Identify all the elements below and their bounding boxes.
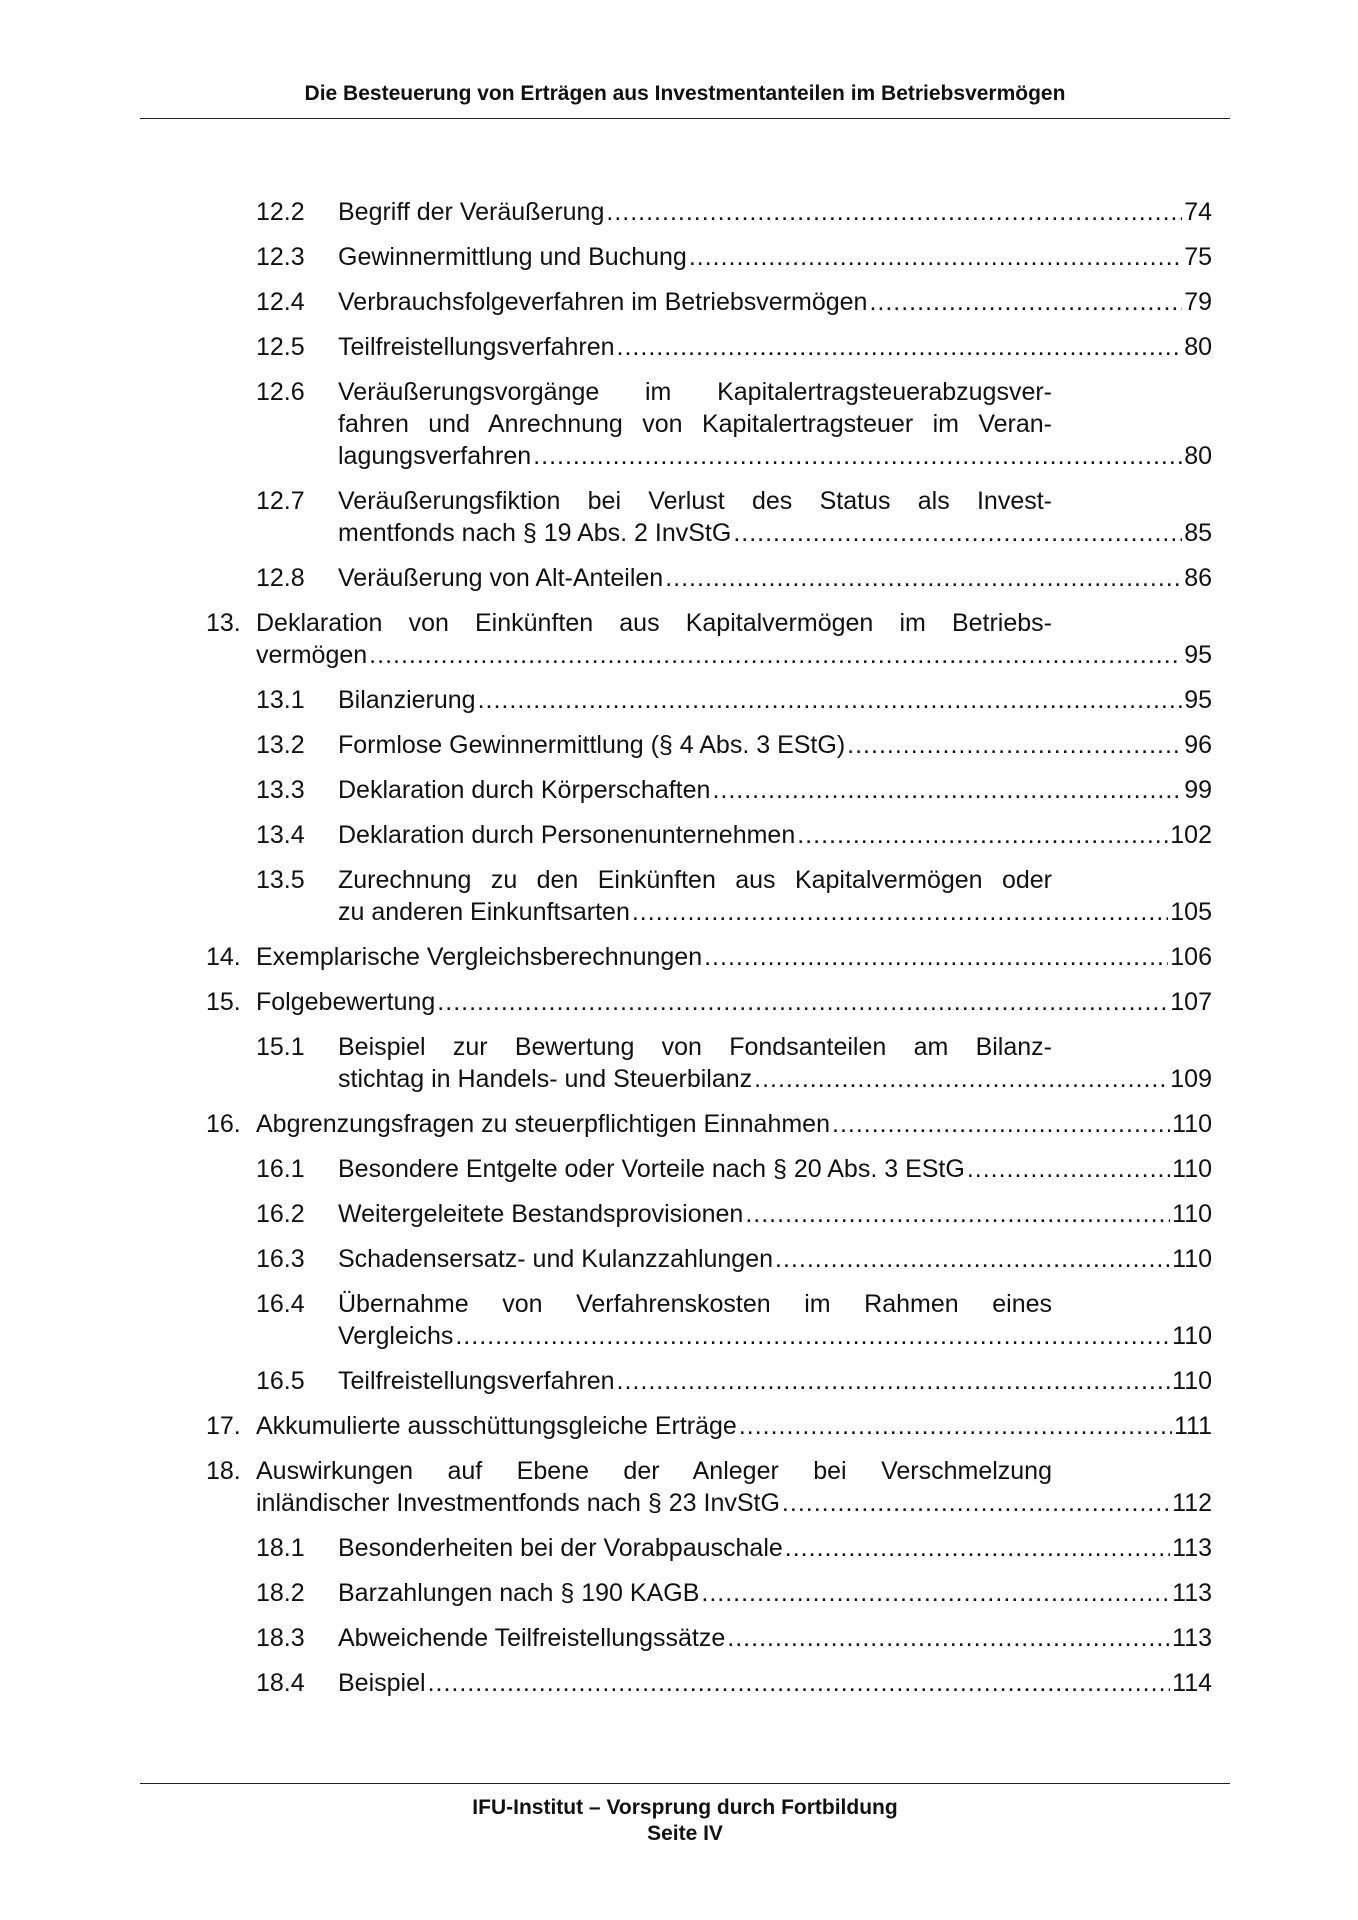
toc-entry-title: vermögen	[256, 641, 368, 669]
toc-entry-number: 15.	[206, 988, 241, 1016]
toc-entry-title: Weitergeleitete Bestandsprovisionen	[338, 1200, 744, 1228]
footer-institute: IFU-Institut – Vorsprung durch Fortbildung	[472, 1796, 898, 1819]
dot-leader	[533, 440, 1182, 472]
dot-leader	[455, 1320, 1170, 1352]
toc-entry-number: 13.2	[256, 731, 305, 759]
toc-entry-number: 16.1	[256, 1155, 305, 1183]
toc-entry-title-line: Zurechnung zu den Einkünften aus Kapitalvermögen oder	[338, 866, 1052, 894]
toc-entry-title: Beispiel	[338, 1669, 426, 1697]
toc-entry-page-number: 110	[1172, 1110, 1212, 1138]
toc-entry-title-line: fahren und Anrechnung von Kapitalertragsteuer im Veran-	[338, 410, 1052, 438]
dot-leader	[775, 1243, 1170, 1275]
toc-entry-number: 18.	[206, 1457, 241, 1485]
dot-leader	[739, 1410, 1172, 1442]
dot-leader	[712, 774, 1182, 806]
toc-entry-title-line: Übernahme von Verfahrenskosten im Rahmen eines	[338, 1290, 1052, 1318]
toc-entry-title: Barzahlungen nach § 190 KAGB	[338, 1579, 700, 1607]
toc-entry-page-number: 113	[1172, 1624, 1212, 1652]
toc-entry-title: Besondere Entgelte oder Vorteile nach § 20 Abs. 3 EStG	[338, 1155, 965, 1183]
toc-entry-page-number: 110	[1172, 1155, 1212, 1183]
toc-entry-title: Vergleichs	[338, 1322, 454, 1350]
toc-entry-number: 13.	[206, 609, 241, 637]
toc-entry-page-number: 110	[1172, 1245, 1212, 1273]
toc-entry-number: 16.4	[256, 1290, 305, 1318]
toc-entry-page-number: 113	[1172, 1534, 1212, 1562]
toc-entry-title: Formlose Gewinnermittlung (§ 4 Abs. 3 EStG)	[338, 731, 846, 759]
toc-entry-page-number: 86	[1184, 564, 1212, 592]
toc-entry-page-number: 79	[1184, 288, 1212, 316]
toc-entry-page-number: 106	[1170, 943, 1212, 971]
dot-leader	[847, 729, 1182, 761]
toc-entry-number: 18.4	[256, 1669, 305, 1697]
toc-entry-page-number: 95	[1184, 641, 1212, 669]
toc-entry-page-number: 105	[1170, 898, 1212, 926]
dot-leader	[832, 1108, 1170, 1140]
toc-entry-number: 18.2	[256, 1579, 305, 1607]
toc-entry-page-number: 74	[1184, 198, 1212, 226]
toc-entry-page-number: 111	[1173, 1412, 1212, 1440]
toc-entry-title-line: Veräußerungsvorgänge im Kapitalertragsteuerabzugsver-	[338, 378, 1052, 406]
toc-entry-page-number: 102	[1170, 821, 1212, 849]
toc-entry-title: mentfonds nach § 19 Abs. 2 InvStG	[338, 519, 732, 547]
toc-entry-page-number: 110	[1172, 1200, 1212, 1228]
dot-leader	[704, 941, 1168, 973]
dot-leader	[665, 562, 1182, 594]
toc-entry-title: Abgrenzungsfragen zu steuerpflichtigen Einnahmen	[256, 1110, 830, 1138]
toc-entry-page-number: 112	[1172, 1489, 1212, 1517]
dot-leader	[689, 241, 1182, 273]
dot-leader	[869, 286, 1182, 318]
dot-leader	[967, 1153, 1170, 1185]
toc-entry-title: Deklaration durch Personenunternehmen	[338, 821, 796, 849]
toc-entry-number: 13.3	[256, 776, 305, 804]
dot-leader	[606, 196, 1182, 228]
toc-entry-title-line: Auswirkungen auf Ebene der Anleger bei Verschmelzung	[256, 1457, 1052, 1485]
toc-entry-title: Verbrauchsfolgeverfahren im Betriebsvermögen	[338, 288, 868, 316]
footer-page-number: Seite IV	[647, 1822, 723, 1845]
toc-entry-number: 12.6	[256, 378, 305, 406]
toc-entry-title-line: Beispiel zur Bewertung von Fondsanteilen am Bilanz-	[338, 1033, 1052, 1061]
toc-entry-title: Teilfreistellungsverfahren	[338, 1367, 615, 1395]
dot-leader	[797, 819, 1168, 851]
toc-entry-number: 15.1	[256, 1033, 305, 1061]
toc-entry-number: 18.1	[256, 1534, 305, 1562]
toc-entry-page-number: 110	[1172, 1322, 1212, 1350]
dot-leader	[617, 1365, 1171, 1397]
toc-entry-number: 18.3	[256, 1624, 305, 1652]
footer-rule	[140, 1783, 1230, 1784]
toc-entry-number: 13.4	[256, 821, 305, 849]
dot-leader	[727, 1622, 1170, 1654]
toc-entry-title: lagungsverfahren	[338, 442, 532, 470]
toc-entry-title-line: Veräußerungsfiktion bei Verlust des Status als Invest-	[338, 487, 1052, 515]
toc-entry-page-number: 114	[1172, 1669, 1212, 1697]
toc-entry-title: Veräußerung von Alt-Anteilen	[338, 564, 664, 592]
dot-leader	[369, 639, 1182, 671]
dot-leader	[733, 517, 1182, 549]
dot-leader	[617, 331, 1183, 363]
toc-entry-number: 16.3	[256, 1245, 305, 1273]
toc-entry-page-number: 95	[1184, 686, 1212, 714]
toc-entry-page-number: 96	[1184, 731, 1212, 759]
toc-entry-number: 17.	[206, 1412, 241, 1440]
toc-entry-title: Akkumulierte ausschüttungsgleiche Erträge	[256, 1412, 737, 1440]
toc-entry-page-number: 110	[1172, 1367, 1212, 1395]
toc-entry-number: 16.5	[256, 1367, 305, 1395]
toc-entry-number: 12.8	[256, 564, 305, 592]
toc-entry-page-number: 113	[1172, 1579, 1212, 1607]
toc-entry-page-number: 99	[1184, 776, 1212, 804]
toc-entry-page-number: 109	[1170, 1065, 1212, 1093]
toc-entry-number: 12.4	[256, 288, 305, 316]
toc-entry-page-number: 75	[1184, 243, 1212, 271]
toc-entry-page-number: 85	[1184, 519, 1212, 547]
dot-leader	[701, 1577, 1170, 1609]
toc-entry-number: 16.	[206, 1110, 241, 1138]
dot-leader	[632, 896, 1168, 928]
toc-entry-title: Exemplarische Vergleichsberechnungen	[256, 943, 703, 971]
dot-leader	[782, 1487, 1170, 1519]
toc-entry-number: 12.3	[256, 243, 305, 271]
toc-entry-title-line: Deklaration von Einkünften aus Kapitalvermögen im Betriebs-	[256, 609, 1052, 637]
toc-entry-title: zu anderen Einkunftsarten	[338, 898, 630, 926]
toc-entry-number: 16.2	[256, 1200, 305, 1228]
dot-leader	[478, 684, 1183, 716]
toc-entry-title: Folgebewertung	[256, 988, 436, 1016]
toc-entry-number: 12.7	[256, 487, 305, 515]
toc-entry-title: Besonderheiten bei der Vorabpauschale	[338, 1534, 783, 1562]
toc-entry-number: 12.5	[256, 333, 305, 361]
toc-entry-title: Gewinnermittlung und Buchung	[338, 243, 687, 271]
toc-entry-title: Schadensersatz- und Kulanzzahlungen	[338, 1245, 774, 1273]
toc-entry-title: inländischer Investmentfonds nach § 23 InvStG	[256, 1489, 780, 1517]
toc-entry-title: Deklaration durch Körperschaften	[338, 776, 711, 804]
dot-leader	[754, 1063, 1168, 1095]
toc-entry-title: Teilfreistellungsverfahren	[338, 333, 615, 361]
toc-entry-page-number: 80	[1184, 442, 1212, 470]
toc-entry-page-number: 107	[1170, 988, 1212, 1016]
toc-entry-number: 13.1	[256, 686, 305, 714]
dot-leader	[437, 986, 1168, 1018]
toc-entry-title: Abweichende Teilfreistellungssätze	[338, 1624, 726, 1652]
toc-entry-title: stichtag in Handels- und Steuerbilanz	[338, 1065, 753, 1093]
dot-leader	[745, 1198, 1170, 1230]
running-header-title: Die Besteuerung von Erträgen aus Investmentanteilen im Betriebsvermögen	[304, 82, 1066, 105]
toc-entry-title: Begriff der Veräußerung	[338, 198, 605, 226]
toc-entry-page-number: 80	[1184, 333, 1212, 361]
toc-entry-number: 14.	[206, 943, 241, 971]
toc-entry-number: 12.2	[256, 198, 305, 226]
toc-entry-title: Bilanzierung	[338, 686, 476, 714]
dot-leader	[428, 1667, 1171, 1699]
dot-leader	[785, 1532, 1170, 1564]
toc-entry-number: 13.5	[256, 866, 305, 894]
